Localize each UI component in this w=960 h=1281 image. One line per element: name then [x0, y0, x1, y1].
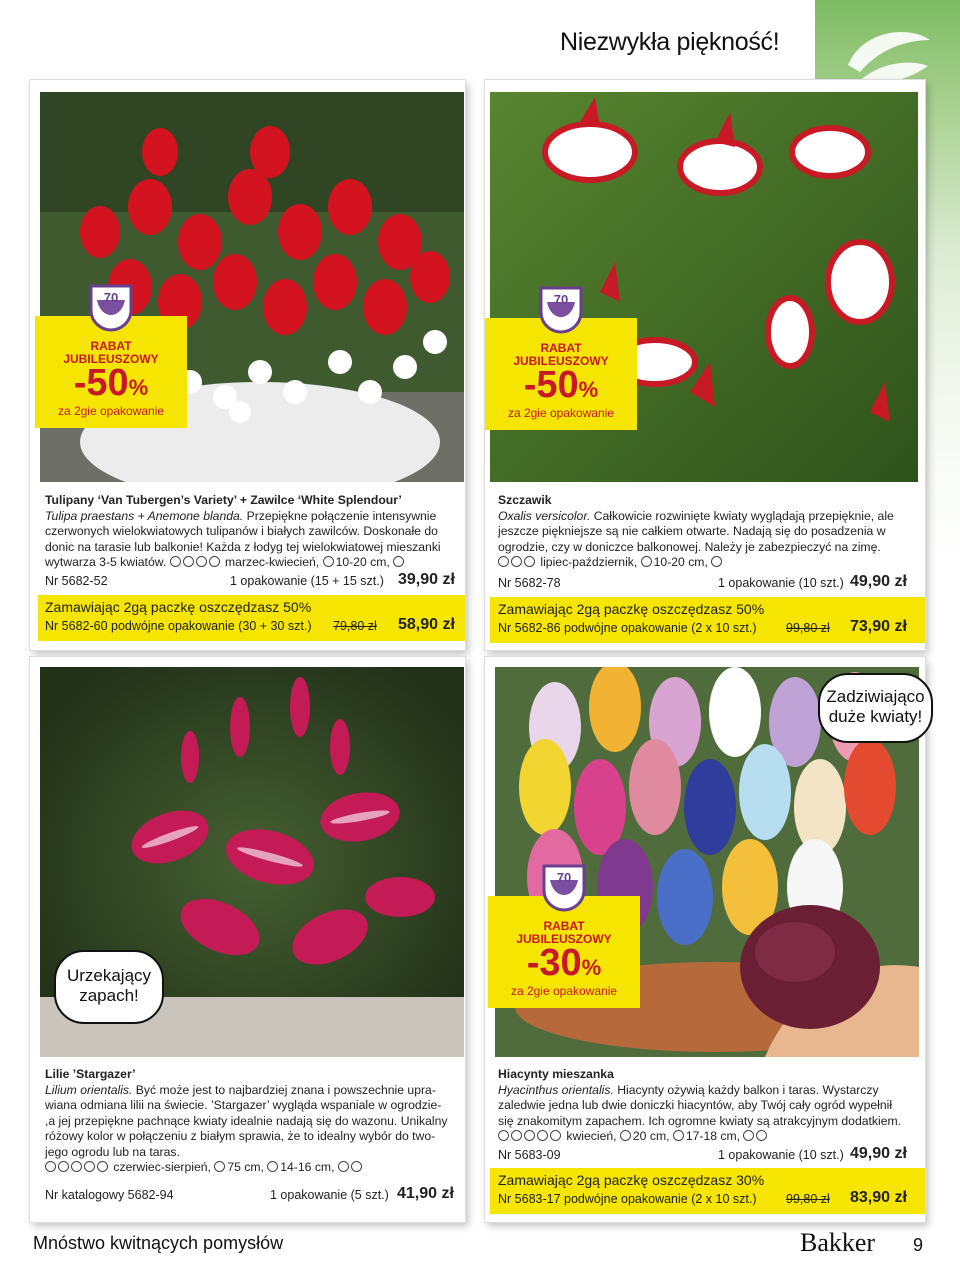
badge-percent-sign: %	[581, 955, 602, 980]
desc-line: jego ogrodu lub na taras.	[45, 1144, 180, 1159]
frost-hardy-icon	[524, 556, 535, 567]
plant-height: 20 cm,	[632, 1129, 670, 1143]
plant-height: 75 cm,	[227, 1160, 264, 1174]
discount-badge-tulips	[45, 280, 177, 440]
pack-size: 1 opakowanie (10 szt.)	[718, 1148, 844, 1162]
half-sun-icon	[58, 1161, 69, 1172]
pot-icon	[711, 556, 722, 567]
discount-badge-oxalis	[495, 282, 627, 442]
badge-jubilee-label: JUBILEUSZOWY	[513, 354, 609, 368]
shade-icon	[71, 1161, 82, 1172]
pot-icon	[351, 1161, 362, 1172]
promo-box-tulips	[38, 595, 465, 641]
badge-percent: -30	[526, 942, 582, 984]
svg-text:70: 70	[556, 870, 572, 885]
height-icon	[214, 1161, 225, 1172]
product-description-tulips	[45, 493, 465, 571]
frost-hardy-icon	[550, 1130, 561, 1141]
plant-height: 10-20 cm,	[335, 555, 390, 569]
desc-line: Być może jest to najbardziej znana i powszechnie upra-	[132, 1082, 436, 1097]
pack-size: 1 opakowanie (10 szt.)	[718, 576, 844, 590]
badge-percent-sign: %	[578, 377, 599, 402]
plant-spacing: 14-16 cm,	[280, 1160, 335, 1174]
promo-text: Zamawiając 2gą paczkę oszczędzasz	[45, 599, 280, 615]
product-number: Nr 5682-52	[45, 574, 108, 588]
promo-box-oxalis	[490, 597, 925, 643]
half-sun-icon	[183, 556, 194, 567]
shade-icon	[524, 1130, 535, 1141]
latin-name: Oxalis versicolor.	[498, 508, 591, 523]
desc-line: donic na tarasie lub balkonie! Każda z łodyg tej wielokwiatowej mieszanki	[45, 539, 441, 554]
old-price: 99,80 zł	[786, 621, 830, 635]
promo-text: Zamawiając 2gą paczkę oszczędzasz	[498, 1172, 733, 1188]
badge-jubilee-label: JUBILEUSZOWY	[63, 352, 159, 366]
cut-flower-icon	[537, 1130, 548, 1141]
discount-badge-hyacinths	[498, 860, 630, 1020]
product-number: Nr 5683-09	[498, 1148, 561, 1162]
promo-percent: 50%	[283, 599, 312, 615]
callout-fragrance	[54, 950, 164, 1024]
bloom-period: marzec-kwiecień,	[225, 555, 320, 569]
price-double: 73,90 zł	[850, 618, 907, 635]
bloom-period: czerwiec-sierpień,	[113, 1160, 211, 1174]
pack-size-double: podwójne opakowanie (30 + 30 szt.)	[111, 619, 312, 633]
page-number: 9	[913, 1235, 924, 1255]
badge-jubilee-label: JUBILEUSZOWY	[516, 932, 612, 946]
badge-note: za 2gie opakowanie	[57, 404, 165, 418]
price-double: 58,90 zł	[398, 616, 455, 633]
pack-size: 1 opakowanie (5 szt.)	[270, 1188, 389, 1202]
badge-rabat-label: RABAT	[540, 341, 582, 355]
desc-line: wiana odmiana lilii na świecie. ’Stargazer’ wygląda wspaniale w ogrodzie-	[45, 1098, 442, 1112]
frost-hardy-icon	[209, 556, 220, 567]
pot-icon	[756, 1130, 767, 1141]
old-price: 99,80 zł	[786, 1192, 830, 1206]
promo-text: Zamawiając 2gą paczkę oszczędzasz	[498, 601, 733, 617]
callout-line: Urzekający	[66, 966, 152, 985]
bloom-period: kwiecień,	[566, 1129, 617, 1143]
half-sun-icon	[511, 556, 522, 567]
anniversary-70-logo-icon	[87, 280, 135, 332]
price: 39,90 zł	[398, 571, 455, 588]
price: 49,90 zł	[850, 573, 907, 590]
desc-line: Całkowicie rozwinięte kwiaty wyglądają przepięknie, ale	[590, 508, 894, 523]
desc-line: Przepiękne połączenie intensywnie	[243, 508, 437, 523]
promo-box-hyacinths	[490, 1168, 925, 1214]
desc-line: Hiacynty ożywią każdy balkon i taras. Wystarczy	[613, 1082, 879, 1097]
price-double: 83,90 zł	[850, 1189, 907, 1206]
frost-hardy-icon	[97, 1161, 108, 1172]
latin-name: Tulipa praestans + Anemone blanda.	[45, 508, 244, 523]
height-icon	[323, 556, 334, 567]
fragrance-icon	[338, 1161, 349, 1172]
plant-spacing: 17-18 cm,	[685, 1129, 741, 1143]
height-icon	[620, 1130, 631, 1141]
sun-icon	[498, 556, 509, 567]
fragrance-icon	[743, 1130, 754, 1141]
bloom-period: lipiec-październik,	[540, 555, 638, 569]
desc-line: czerwonych wielokwiatowych tulipanów i białych zawilców. Doskonałe do	[45, 524, 438, 538]
badge-note: za 2gie opakowanie	[510, 984, 618, 998]
spacing-icon	[673, 1130, 684, 1141]
badge-percent: -50	[523, 364, 579, 406]
pot-icon	[393, 556, 404, 567]
latin-name: Lilium orientalis.	[45, 1082, 133, 1097]
sun-icon	[498, 1130, 509, 1141]
desc-line: się znakomitym zapachem. Ich ogromne kwiaty są atrakcyjnym dodatkiem.	[498, 1113, 902, 1128]
badge-percent: -50	[73, 362, 129, 404]
badge-percent-sign: %	[128, 375, 149, 400]
svg-text:70: 70	[553, 292, 569, 307]
pack-size: 1 opakowanie (15 + 15 szt.)	[230, 574, 384, 588]
callout-line: duże kwiaty!	[828, 707, 923, 726]
product-description-lilies	[45, 1067, 465, 1176]
product-name: Hiacynty mieszanka	[498, 1067, 614, 1081]
product-name: Tulipany ‘Van Tubergen’s Variety’ + Zawilce ‘White Splendour’	[45, 493, 402, 507]
footer-tagline: Mnóstwo kwitnących pomysłów	[33, 1233, 284, 1253]
desc-line: wytwarza 3-5 kwiatów.	[45, 555, 167, 569]
latin-name: Hyacinthus orientalis.	[498, 1082, 614, 1097]
plant-height: 10-20 cm,	[653, 555, 708, 569]
shade-icon	[196, 556, 207, 567]
badge-rabat-label: RABAT	[90, 339, 132, 353]
price: 41,90 zł	[397, 1185, 454, 1202]
product-number-double: Nr 5682-86	[498, 621, 561, 635]
pack-size-double: podwójne opakowanie (2 x 10 szt.)	[564, 1192, 757, 1206]
desc-line: ogrodzie, czy w doniczce balkonowej. Należy je zabezpieczyć na zimę.	[498, 539, 881, 554]
desc-line: jeszcze piękniejsze są nie całkiem otwarte. Nadają się do posadzenia w	[498, 524, 886, 538]
product-name: Lilie ’Stargazer’	[45, 1067, 136, 1081]
spacing-icon	[267, 1161, 278, 1172]
anniversary-70-logo-icon	[540, 860, 588, 912]
old-price: 79,80 zł	[333, 619, 377, 633]
desc-line: ,a jej przepiękne pachnące kwiaty idealnie nadają się do wazonu. Unikalny	[45, 1113, 448, 1128]
badge-note: za 2gie opakowanie	[507, 406, 615, 420]
brand-logo: Bakker	[800, 1228, 876, 1257]
height-icon	[641, 556, 652, 567]
callout-line: zapach!	[79, 986, 139, 1005]
product-number-double: Nr 5682-60	[45, 619, 108, 633]
callout-line: Zadziwiająco	[826, 687, 925, 706]
svg-text:70: 70	[103, 290, 119, 305]
product-description-hyacinths	[498, 1067, 918, 1145]
promo-percent: 30%	[736, 1172, 765, 1188]
pack-size-double: podwójne opakowanie (2 x 10 szt.)	[564, 621, 757, 635]
cut-flower-icon	[84, 1161, 95, 1172]
callout-large-flowers	[818, 673, 933, 743]
badge-rabat-label: RABAT	[543, 919, 585, 933]
product-number: Nr katalogowy 5682-94	[45, 1188, 174, 1202]
half-sun-icon	[511, 1130, 522, 1141]
product-number: Nr 5682-78	[498, 576, 561, 590]
promo-percent: 50%	[736, 601, 765, 617]
desc-line: zaledwie jedna lub dwie doniczki hiacyntów, aby Twój cały ogród wypełnił	[498, 1098, 893, 1112]
product-description-oxalis	[498, 493, 918, 571]
price: 49,90 zł	[850, 1145, 907, 1162]
sun-icon	[45, 1161, 56, 1172]
product-number-double: Nr 5683-17	[498, 1192, 561, 1206]
desc-line: różowy kolor w połączeniu z białym sprawia, że to idealny wybór do two-	[45, 1129, 436, 1143]
sun-icon	[170, 556, 181, 567]
product-name: Szczawik	[498, 493, 552, 507]
page-title: Niezwykła piękność!	[560, 28, 780, 56]
anniversary-70-logo-icon	[537, 282, 585, 334]
